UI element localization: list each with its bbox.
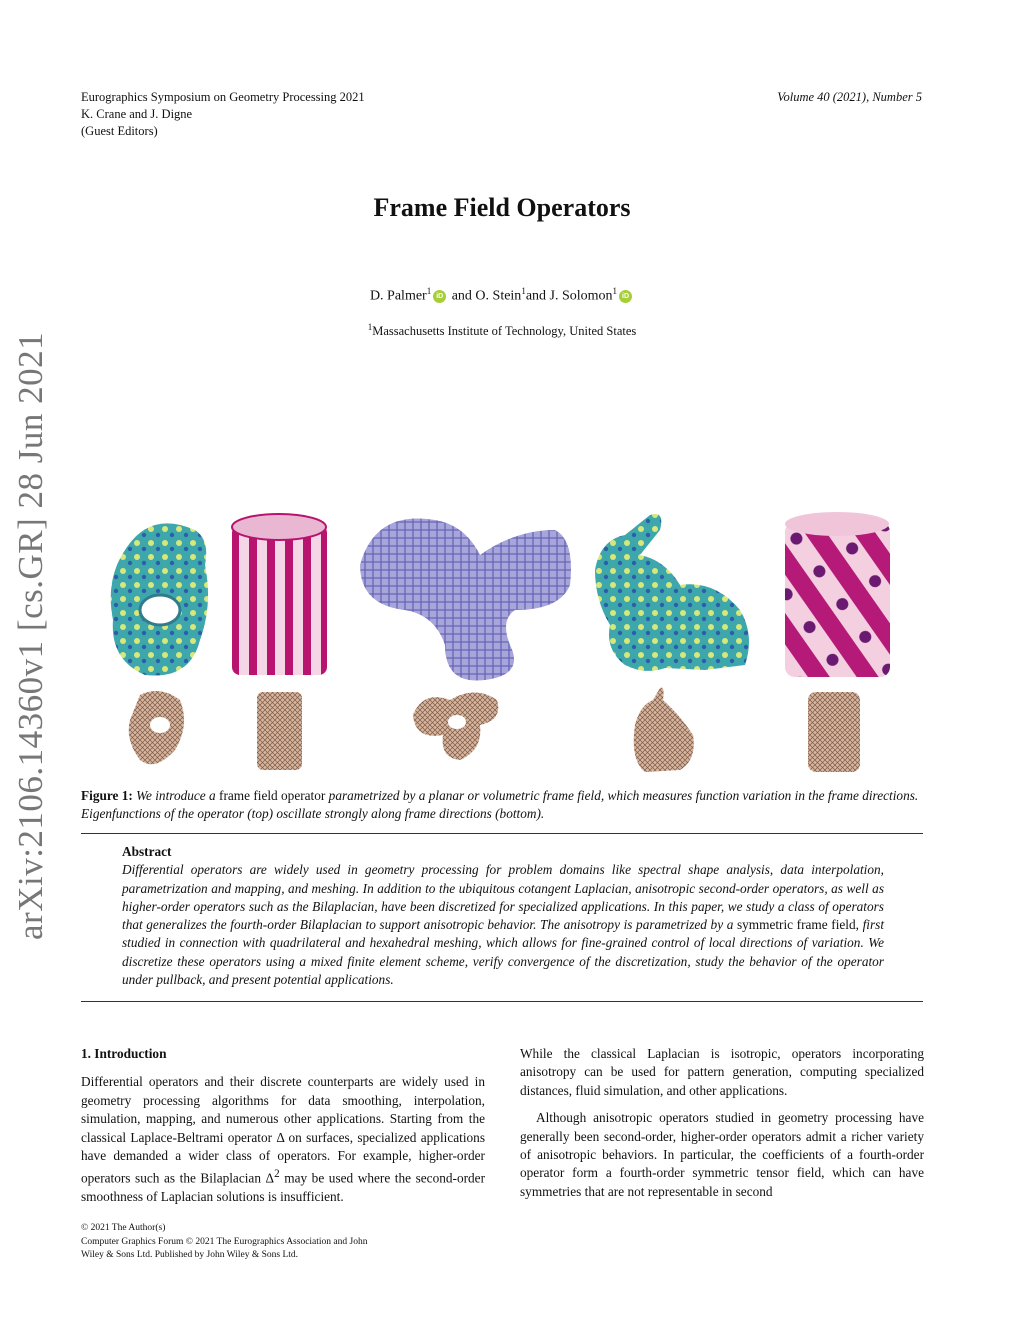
running-header-left — [81, 89, 365, 140]
footer-line: © 2021 The Author(s) — [81, 1223, 166, 1233]
bunny-eigenfunction — [595, 514, 749, 671]
cylinder-diagonal-eigenfunction — [785, 512, 890, 677]
divider-bottom — [81, 1001, 923, 1002]
intro-paragraph-3: Although anisotropic operators studied in geometry processing have generally been second-order, higher-order operators admit a richer variety of anisotropic behaviors. In particular, the coefficients of a fourth-order operator form a fourth-order symmetric tensor field, which can have symmetries that are not representable in second — [520, 1110, 924, 1199]
cylinder-frame-field — [257, 692, 302, 770]
conference-name: Eurographics Symposium on Geometry Processing 2021 — [81, 90, 365, 104]
volume-info: Volume 40 (2021), Number 5 — [777, 90, 922, 104]
exponent: 2 — [274, 1168, 280, 1181]
caption-term: frame field operator — [219, 788, 326, 803]
affil-text: Massachusetts Institute of Technology, United States — [372, 324, 637, 339]
author-sup: 1 — [612, 286, 618, 296]
cloverleaf-eigenfunction — [360, 518, 571, 680]
paper-title: Frame Field Operators — [373, 193, 631, 222]
arxiv-stamp — [0, 331, 62, 940]
fandisk-frame-field — [129, 691, 184, 764]
divider-top — [81, 833, 923, 834]
author-stein: and O. Stein — [451, 288, 522, 304]
intro-left-column — [81, 1045, 485, 1216]
abstract-text-2: first studied in connection with quadrilateral and hexahedral meshing, which allows for fine-grained control of local directions of variation. We discretize these operators using a mixed finite element scheme, verify convergence of the discretization, study the behavior of the operator under pullback, and present potential applications. — [122, 917, 885, 988]
intro-p1-text-cont: may be used where the second-order smoothness of Laplacian solutions is insufficient. — [81, 1170, 486, 1205]
abstract-text-1: Differential operators are widely used in geometry processing for problem domains like spectral shape analysis, data interpolation, parametrization and mapping, and meshing. In addition to the ubiquitous cotangent Laplacian, anisotropic second-order operators, as well as higher-order operators such as the Bilaplacian, have been discretized for specialized applications. In this paper, we study a class of operators that generalizes the fourth-order Bilaplacian to support anisotropic behavior. The anisotropy is parametrized by a — [122, 862, 884, 933]
abstract-term: symmetric frame field, — [736, 917, 859, 933]
editors: K. Crane and J. Digne — [81, 107, 193, 121]
caption-text-1: We introduce a — [136, 788, 216, 803]
author-sup: 1 — [521, 286, 526, 296]
fandisk-eigenfunction — [111, 523, 208, 675]
caption-text-2: parametrized by a planar or volumetric frame field, which measures function variation in the frame directions. Eigenfunctions of the operator (top) oscillate strongly along frame directions (bottom). — [81, 788, 919, 821]
intro-p1-text: Differential operators and their discrete counterparts are widely used in geometry processing algorithms for data smoothing, interpolation, simulation, mapping, and numerous other applications. Starting from the classical Laplace-Beltrami operator Δ on surfaces, specialized applications have demanded a wider class of operators. For example, higher-order operators such as the Bilaplacian Δ — [81, 1074, 485, 1186]
figure-1-illustration — [105, 510, 905, 780]
cylinder-diagonal-frame-field — [808, 692, 860, 772]
author-palmer: D. Palmer — [369, 288, 427, 304]
arxiv-stamp-text: arXiv:2106.14360v1 [cs.GR] 28 Jun 2021 — [11, 331, 50, 940]
figure-label: Figure 1: — [81, 788, 133, 803]
copyright-footer — [81, 1222, 367, 1263]
section-heading: 1. Introduction — [81, 1046, 167, 1061]
cloverleaf-frame-field — [413, 693, 498, 761]
bunny-frame-field — [634, 688, 694, 773]
author-sup: 1 — [426, 286, 432, 296]
orcid-icon[interactable]: iD — [619, 290, 632, 303]
orcid-icon[interactable]: iD — [433, 290, 446, 303]
intro-paragraph-2: While the classical Laplacian is isotropic, operators incorporating anisotropy can be used for pattern generation, computing specialized distances, fluid simulation, and other applications. — [520, 1046, 924, 1098]
figure-caption — [81, 787, 923, 823]
abstract — [122, 843, 884, 989]
footer-line: Wiley & Sons Ltd. Published by John Wiley & Sons Ltd. — [81, 1250, 299, 1260]
editors-note: (Guest Editors) — [81, 124, 158, 138]
affiliation — [0, 322, 1004, 339]
abstract-heading: Abstract — [122, 844, 172, 859]
intro-paragraph-1 — [81, 1073, 485, 1206]
author-list — [0, 286, 1004, 305]
intro-right-column — [520, 1045, 924, 1210]
cylinder-eigenfunction — [232, 514, 327, 675]
author-solomon: and J. Solomon — [525, 288, 613, 304]
affil-sup: 1 — [367, 322, 373, 332]
footer-line: Computer Graphics Forum © 2021 The Eurographics Association and John — [81, 1236, 368, 1247]
